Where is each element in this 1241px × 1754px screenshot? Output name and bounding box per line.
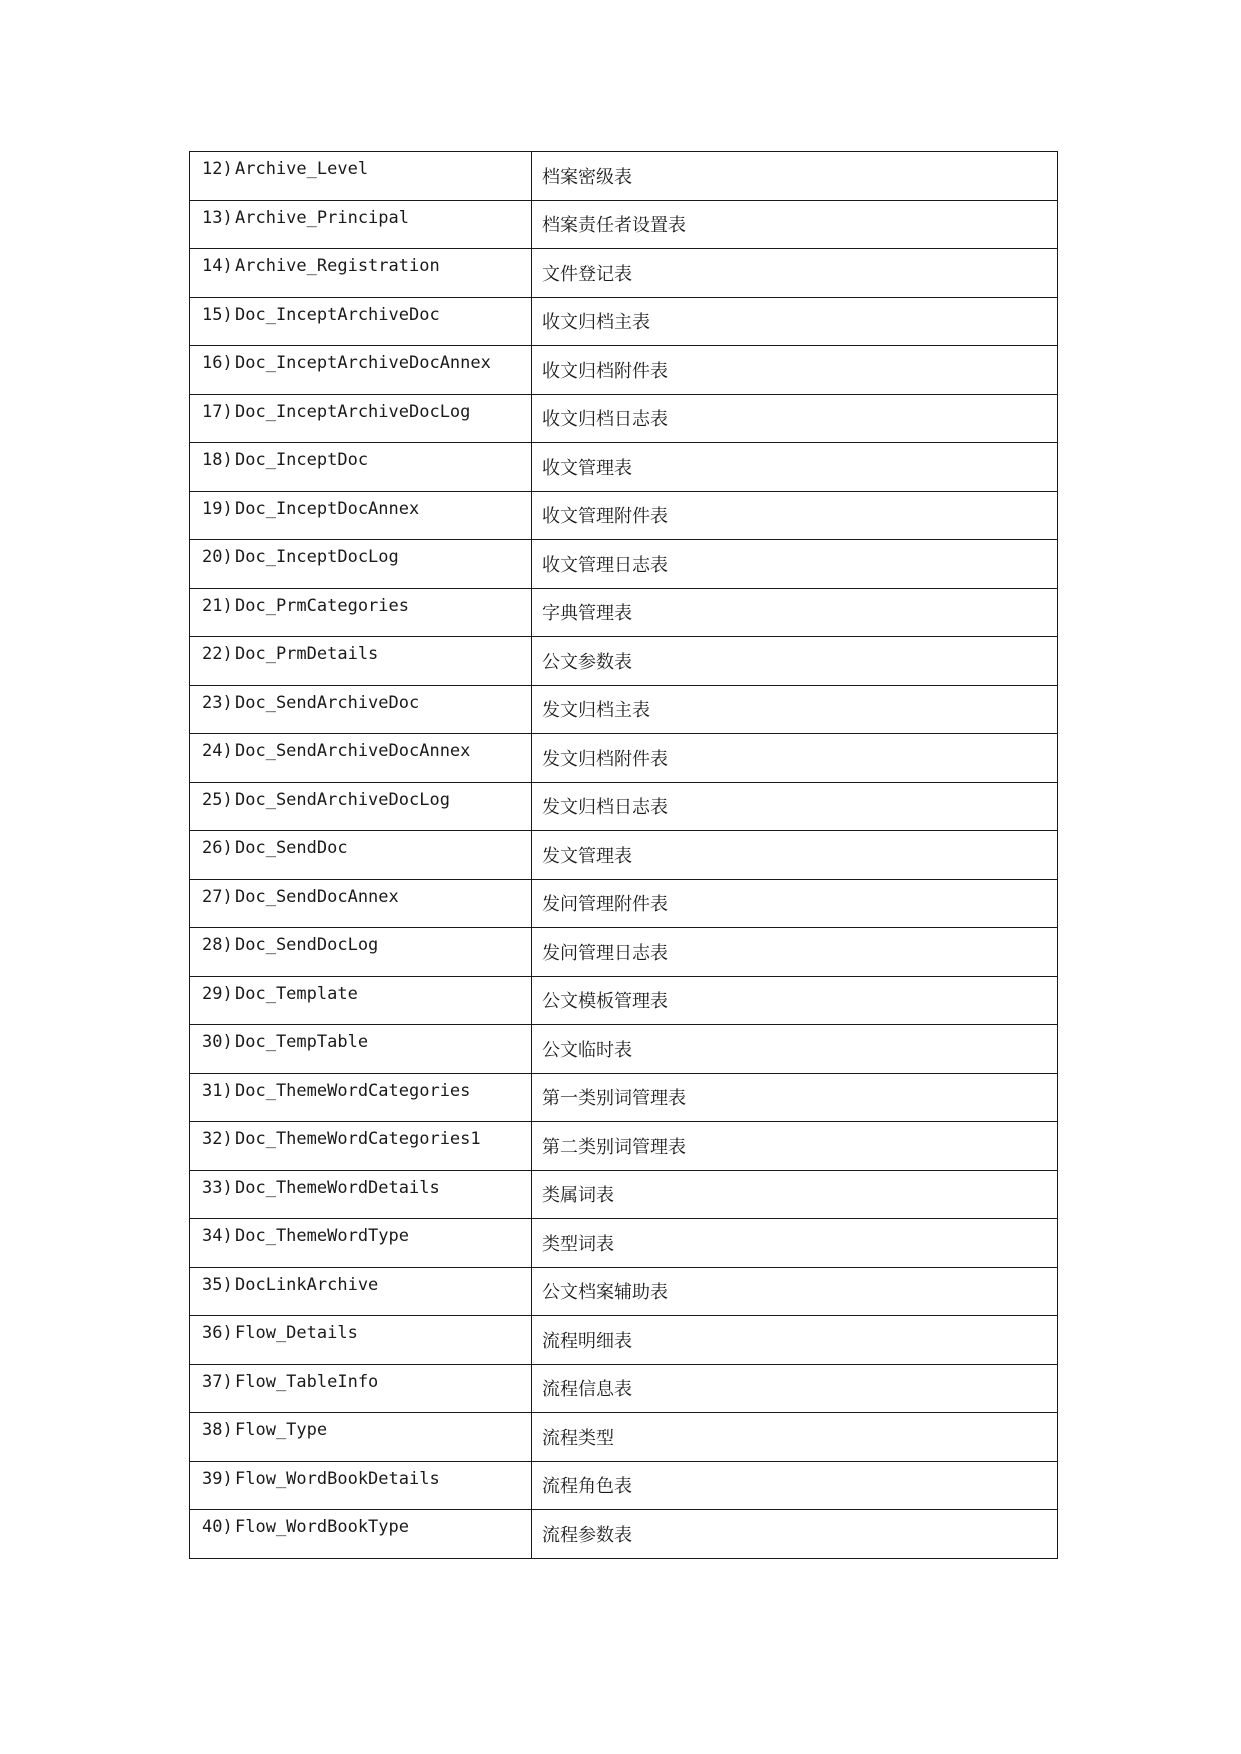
- table-row: [190, 1122, 1058, 1171]
- table-row: [190, 1413, 1058, 1462]
- table-description: 发问管理附件表: [532, 879, 1058, 928]
- table-row: [190, 491, 1058, 540]
- table-description: 流程明细表: [532, 1316, 1058, 1365]
- table-description: 字典管理表: [532, 588, 1058, 637]
- row-number: 34): [202, 1226, 233, 1246]
- table-body: [190, 152, 1058, 1559]
- table-description: 收文管理日志表: [532, 540, 1058, 589]
- table-description: 类属词表: [532, 1170, 1058, 1219]
- table-name: Doc_InceptArchiveDoc: [235, 304, 440, 325]
- table-name: Archive_Registration: [235, 256, 440, 276]
- table-row: [190, 685, 1058, 734]
- table-row: [190, 1170, 1058, 1219]
- table-name-cell: [190, 879, 532, 928]
- table-row: [190, 1267, 1058, 1316]
- table-name: Doc_SendArchiveDocLog: [235, 789, 450, 810]
- row-number: 24): [202, 741, 233, 761]
- table-name: Doc_InceptArchiveDocAnnex: [235, 353, 491, 373]
- table-description: 流程角色表: [532, 1461, 1058, 1510]
- row-number: 28): [202, 935, 233, 955]
- row-number: 23): [202, 692, 233, 713]
- table-name-cell: [190, 1122, 532, 1171]
- row-number: 35): [202, 1274, 233, 1295]
- table-description: 收文归档附件表: [532, 346, 1058, 395]
- table-row: [190, 879, 1058, 928]
- row-number: 18): [202, 450, 233, 470]
- table-row: [190, 1073, 1058, 1122]
- table-name-cell: [190, 928, 532, 977]
- table-name: Doc_SendArchiveDoc: [235, 692, 420, 713]
- row-number: 39): [202, 1468, 233, 1489]
- table-row: [190, 1219, 1058, 1268]
- table-name: Doc_SendDocLog: [235, 935, 379, 955]
- table-row: [190, 152, 1058, 201]
- table-description: 类型词表: [532, 1219, 1058, 1268]
- row-number: 31): [202, 1080, 233, 1101]
- table-row: [190, 976, 1058, 1025]
- table-name: Doc_PrmCategories: [235, 595, 409, 616]
- table-name: Doc_ThemeWordCategories1: [235, 1129, 481, 1149]
- table-name-cell: [190, 1267, 532, 1316]
- table-description: 发问管理日志表: [532, 928, 1058, 977]
- table-name-cell: [190, 491, 532, 540]
- row-number: 14): [202, 256, 233, 276]
- row-number: 32): [202, 1129, 233, 1149]
- table-row: [190, 637, 1058, 686]
- table-description: 收文归档主表: [532, 297, 1058, 346]
- row-number: 38): [202, 1420, 233, 1440]
- table-name: Doc_TempTable: [235, 1032, 369, 1052]
- table-description: 公文档案辅助表: [532, 1267, 1058, 1316]
- table-name-cell: [190, 1316, 532, 1365]
- row-number: 17): [202, 401, 233, 422]
- table-row: [190, 394, 1058, 443]
- table-name: Doc_SendArchiveDocAnnex: [235, 741, 471, 761]
- table-row: [190, 249, 1058, 298]
- table-row: [190, 1461, 1058, 1510]
- table-name-cell: [190, 637, 532, 686]
- row-number: 25): [202, 789, 233, 810]
- table-name-cell: [190, 782, 532, 831]
- row-number: 19): [202, 498, 233, 519]
- row-number: 26): [202, 838, 233, 858]
- table-row: [190, 1316, 1058, 1365]
- table-name-cell: [190, 443, 532, 492]
- table-name-cell: [190, 1025, 532, 1074]
- table-name-cell: [190, 1170, 532, 1219]
- table-description: 文件登记表: [532, 249, 1058, 298]
- table-name-cell: [190, 346, 532, 395]
- table-name-cell: [190, 152, 532, 201]
- table-description: 第一类别词管理表: [532, 1073, 1058, 1122]
- table-row: [190, 346, 1058, 395]
- row-number: 37): [202, 1371, 233, 1392]
- table-row: [190, 831, 1058, 880]
- table-description: 档案责任者设置表: [532, 200, 1058, 249]
- table-name-cell: [190, 976, 532, 1025]
- table-name: Doc_SendDocAnnex: [235, 886, 399, 907]
- table-name-cell: [190, 394, 532, 443]
- table-name-cell: [190, 1219, 532, 1268]
- table-row: [190, 1025, 1058, 1074]
- row-number: 16): [202, 353, 233, 373]
- row-number: 22): [202, 644, 233, 664]
- table-name-cell: [190, 1510, 532, 1559]
- table-name: Flow_TableInfo: [235, 1371, 379, 1392]
- table-name: Doc_InceptDocAnnex: [235, 498, 420, 519]
- table-row: [190, 588, 1058, 637]
- table-name: DocLinkArchive: [235, 1274, 379, 1295]
- table-name-cell: [190, 297, 532, 346]
- table-row: [190, 928, 1058, 977]
- table-description: 流程类型: [532, 1413, 1058, 1462]
- table-row: [190, 540, 1058, 589]
- row-number: 29): [202, 983, 233, 1004]
- table-description: 公文参数表: [532, 637, 1058, 686]
- table-name: Doc_ThemeWordCategories: [235, 1080, 471, 1101]
- table-name-cell: [190, 200, 532, 249]
- table-name-cell: [190, 588, 532, 637]
- table-name: Archive_Principal: [235, 207, 409, 228]
- row-number: 15): [202, 304, 233, 325]
- row-number: 33): [202, 1177, 233, 1198]
- table-name: Doc_InceptDoc: [235, 450, 369, 470]
- row-number: 40): [202, 1517, 233, 1537]
- table-name: Doc_Template: [235, 983, 358, 1004]
- table-row: [190, 443, 1058, 492]
- row-number: 21): [202, 595, 233, 616]
- row-number: 13): [202, 207, 233, 228]
- table-description: 发文管理表: [532, 831, 1058, 880]
- table-description: 发文归档附件表: [532, 734, 1058, 783]
- table-description: 收文管理附件表: [532, 491, 1058, 540]
- row-number: 27): [202, 886, 233, 907]
- table-name: Flow_Type: [235, 1420, 328, 1440]
- table-name-cell: [190, 1073, 532, 1122]
- table-name-cell: [190, 734, 532, 783]
- row-number: 36): [202, 1323, 233, 1343]
- table-name: Archive_Level: [235, 159, 369, 179]
- table-name-cell: [190, 249, 532, 298]
- table-description: 公文临时表: [532, 1025, 1058, 1074]
- table-name: Doc_PrmDetails: [235, 644, 379, 664]
- table-name-cell: [190, 540, 532, 589]
- table-row: [190, 782, 1058, 831]
- table-name: Flow_WordBookDetails: [235, 1468, 440, 1489]
- table-name-cell: [190, 685, 532, 734]
- row-number: 20): [202, 547, 233, 567]
- table-name: Doc_InceptDocLog: [235, 547, 399, 567]
- table-name-cell: [190, 831, 532, 880]
- table-name-cell: [190, 1413, 532, 1462]
- table-description: 收文归档日志表: [532, 394, 1058, 443]
- table-row: [190, 1510, 1058, 1559]
- table-description: 档案密级表: [532, 152, 1058, 201]
- table-row: [190, 734, 1058, 783]
- table-name: Doc_ThemeWordType: [235, 1226, 409, 1246]
- table-name: Doc_ThemeWordDetails: [235, 1177, 440, 1198]
- table-name: Doc_SendDoc: [235, 838, 348, 858]
- table-name-cell: [190, 1364, 532, 1413]
- table-row: [190, 297, 1058, 346]
- table-name-cell: [190, 1461, 532, 1510]
- table-row: [190, 200, 1058, 249]
- table-description: 第二类别词管理表: [532, 1122, 1058, 1171]
- table-description: 流程信息表: [532, 1364, 1058, 1413]
- table-description: 发文归档日志表: [532, 782, 1058, 831]
- table-description: 发文归档主表: [532, 685, 1058, 734]
- table-description: 公文模板管理表: [532, 976, 1058, 1025]
- table-list: [189, 151, 1058, 1559]
- table-name: Doc_InceptArchiveDocLog: [235, 401, 471, 422]
- row-number: 12): [202, 159, 233, 179]
- table-description: 流程参数表: [532, 1510, 1058, 1559]
- table-row: [190, 1364, 1058, 1413]
- table-description: 收文管理表: [532, 443, 1058, 492]
- table-name: Flow_WordBookType: [235, 1517, 409, 1537]
- table-name: Flow_Details: [235, 1323, 358, 1343]
- row-number: 30): [202, 1032, 233, 1052]
